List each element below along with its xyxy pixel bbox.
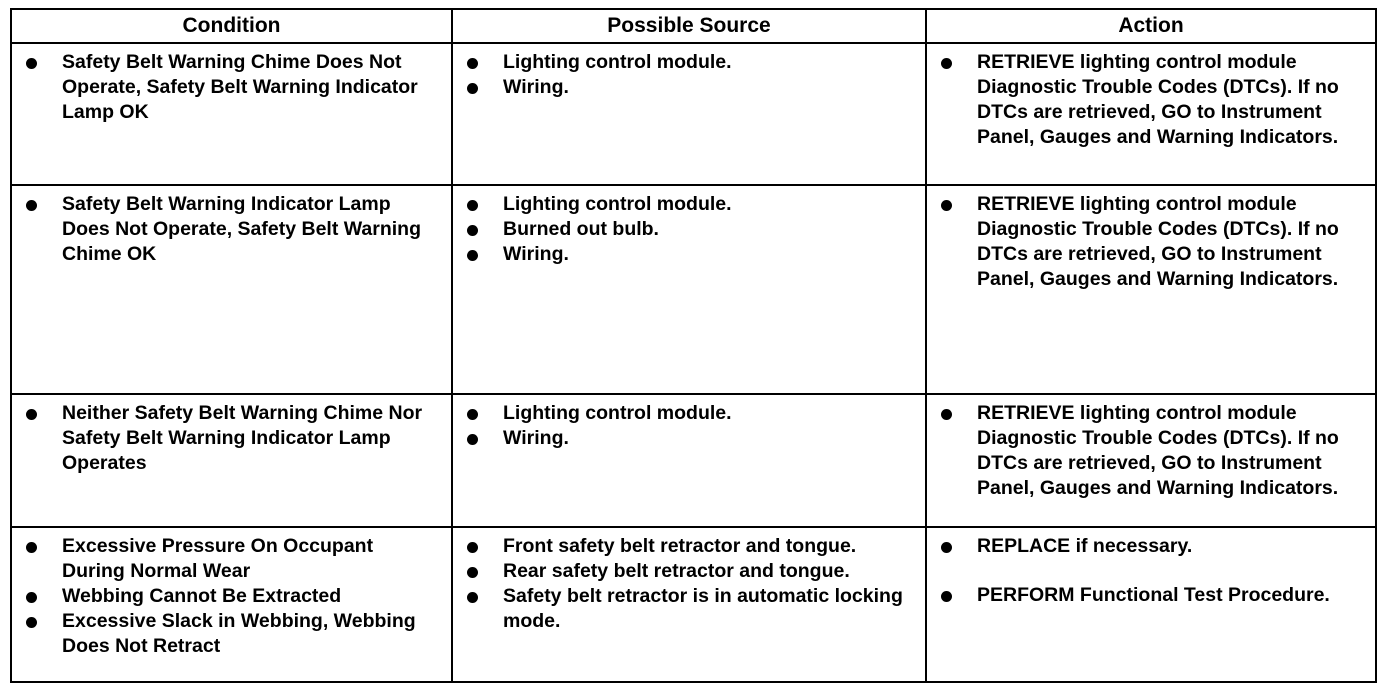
header-row (11, 9, 1376, 43)
list-item: Neither Safety Belt Warning Chime Nor Safety Belt Warning Indicator Lamp Operates (24, 401, 441, 476)
action-cell (926, 185, 1376, 394)
table-row (11, 43, 1376, 185)
list-item: Excessive Pressure On Occupant During Normal Wear (24, 534, 441, 584)
list-item: Wiring. (465, 75, 915, 100)
list-item: Lighting control module. (465, 192, 915, 217)
possible-source-cell (452, 185, 926, 394)
list-item: REPLACE if necessary. (939, 534, 1365, 559)
list-item: RETRIEVE lighting control module Diagnostic Trouble Codes (DTCs). If no DTCs are retrieved, GO to Instrument Panel, Gauges and Warning Indicators. (939, 192, 1365, 292)
list-item: Front safety belt retractor and tongue. (465, 534, 915, 559)
list-item: RETRIEVE lighting control module Diagnostic Trouble Codes (DTCs). If no DTCs are retrieved, GO to Instrument Panel, Gauges and Warning Indicators. (939, 401, 1365, 501)
table-row (11, 185, 1376, 394)
possible-source-cell (452, 394, 926, 527)
action-cell (926, 43, 1376, 185)
condition-cell (11, 185, 452, 394)
list-item: Lighting control module. (465, 401, 915, 426)
action-cell (926, 527, 1376, 682)
list-item: Safety Belt Warning Indicator Lamp Does Not Operate, Safety Belt Warning Chime OK (24, 192, 441, 267)
list-item: Safety belt retractor is in automatic locking mode. (465, 584, 915, 634)
condition-cell (11, 527, 452, 682)
list-item: Lighting control module. (465, 50, 915, 75)
list-item: Wiring. (465, 426, 915, 451)
possible-source-cell (452, 527, 926, 682)
header-condition: Condition (11, 9, 452, 43)
list-item: Webbing Cannot Be Extracted (24, 584, 441, 609)
condition-cell (11, 394, 452, 527)
header-possible-source: Possible Source (452, 9, 926, 43)
list-item: Burned out bulb. (465, 217, 915, 242)
symptom-diagnosis-table (10, 8, 1377, 683)
table-row (11, 527, 1376, 682)
list-item: Wiring. (465, 242, 915, 267)
action-cell (926, 394, 1376, 527)
header-action: Action (926, 9, 1376, 43)
list-item: Safety Belt Warning Chime Does Not Operate, Safety Belt Warning Indicator Lamp OK (24, 50, 441, 125)
possible-source-cell (452, 43, 926, 185)
list-item: Rear safety belt retractor and tongue. (465, 559, 915, 584)
diagnosis-table-container (10, 8, 1375, 683)
table-row (11, 394, 1376, 527)
condition-cell (11, 43, 452, 185)
list-item: RETRIEVE lighting control module Diagnostic Trouble Codes (DTCs). If no DTCs are retrieved, GO to Instrument Panel, Gauges and Warning Indicators. (939, 50, 1365, 150)
list-item: Excessive Slack in Webbing, Webbing Does Not Retract (24, 609, 441, 659)
list-item: PERFORM Functional Test Procedure. (939, 583, 1365, 608)
